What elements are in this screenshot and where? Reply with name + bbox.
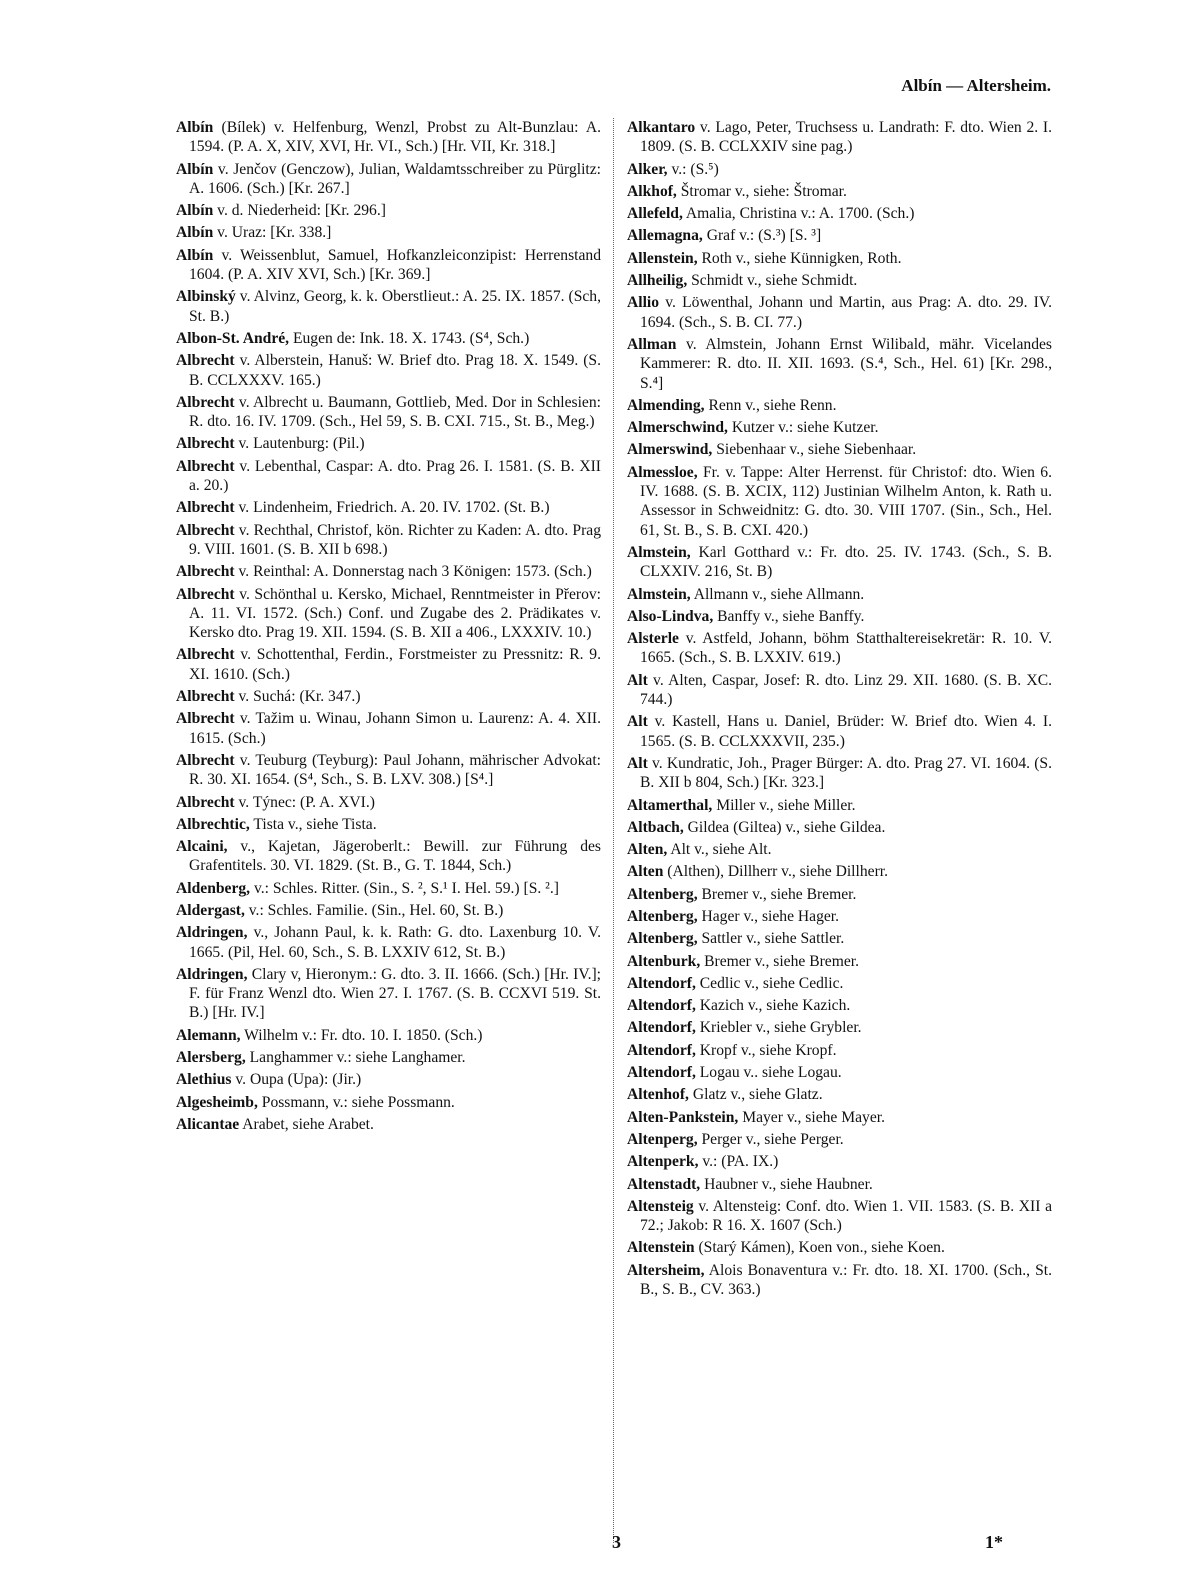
entry-headword: Almerswind, — [627, 441, 713, 459]
dictionary-entry — [176, 923, 601, 962]
entry-headword: Albrecht — [176, 585, 235, 603]
entry-headword: Altenberg, — [627, 930, 698, 948]
entry-text: Alt v., siehe Alt. — [667, 841, 772, 859]
dictionary-entry — [176, 879, 601, 898]
entry-text: Wilhelm v.: Fr. dto. 10. I. 1850. (Sch.) — [240, 1026, 483, 1044]
dictionary-entry — [176, 901, 601, 920]
entry-headword: Altenperk, — [627, 1153, 699, 1171]
dictionary-entry — [176, 457, 601, 496]
entry-headword: Aldringen, — [176, 965, 248, 983]
entry-headword: Altenburk, — [627, 952, 701, 970]
entry-headword: Allemagna, — [627, 227, 703, 245]
entry-headword: Albín — [176, 224, 214, 242]
dictionary-entry — [627, 840, 1052, 859]
entry-headword: Albrecht — [176, 793, 235, 811]
entry-headword: Altbach, — [627, 818, 684, 836]
dictionary-entry — [627, 671, 1052, 710]
entry-headword: Albrecht — [176, 646, 235, 664]
dictionary-entry — [627, 418, 1052, 437]
dictionary-entry — [627, 1108, 1052, 1127]
entry-headword: Albín — [176, 119, 214, 136]
dictionary-entry — [176, 1048, 601, 1067]
dictionary-entry — [627, 1152, 1052, 1171]
dictionary-entry — [176, 329, 601, 348]
entry-headword: Albon-St. André, — [176, 329, 290, 347]
entry-text: Miller v., siehe Miller. — [712, 796, 856, 814]
dictionary-entry — [627, 226, 1052, 245]
entry-headword: Albrecht — [176, 352, 235, 370]
dictionary-entry — [627, 907, 1052, 926]
entry-headword: Also-Lindva, — [627, 607, 714, 625]
entry-text: Štromar v., siehe: Štromar. — [676, 182, 847, 200]
entry-headword: Allefeld, — [627, 205, 683, 223]
dictionary-entry — [176, 1070, 601, 1089]
dictionary-entry — [627, 271, 1052, 290]
entry-text: Eugen de: Ink. 18. X. 1743. (S⁴, Sch.) — [289, 329, 530, 347]
entry-headword: Altensteig — [627, 1197, 694, 1215]
dictionary-entry — [176, 585, 601, 643]
entry-headword: Albrecht — [176, 393, 235, 411]
entry-text: v.: Schles. Familie. (Sin., Hel. 60, St. B.) — [244, 901, 504, 919]
entry-headword: Alt — [627, 754, 648, 772]
dictionary-entry — [176, 351, 601, 390]
dictionary-entry — [627, 754, 1052, 793]
entry-text: Kropf v., siehe Kropf. — [695, 1041, 837, 1059]
entry-text: v. Alvinz, Georg, k. k. Oberstlieut.: A. 25. IX. 1857. (Sch, St. B.) — [189, 288, 601, 325]
dictionary-entry — [627, 952, 1052, 971]
dictionary-entry — [627, 204, 1052, 223]
dictionary-entry — [627, 929, 1052, 948]
entry-text: Renn v., siehe Renn. — [704, 396, 837, 414]
entry-text: v. Oupa (Upa): (Jir.) — [231, 1071, 362, 1089]
entry-text: Alois Bonaventura v.: Fr. dto. 18. XI. 1700. (Sch., St. B., S. B., CV. 363.) — [640, 1261, 1052, 1299]
entry-headword: Alersberg, — [176, 1049, 246, 1067]
entry-text: v. Lautenburg: (Pil.) — [234, 435, 365, 453]
entry-text: Karl Gotthard v.: Fr. dto. 25. IV. 1743. (Sch., S. B. CLXXIV. 216, St. B) — [640, 543, 1052, 581]
entry-headword: Albrecht — [176, 499, 235, 517]
entry-headword: Alten — [627, 863, 664, 881]
left-column — [176, 118, 601, 1137]
entry-text: Glatz v., siehe Glatz. — [688, 1086, 823, 1104]
dictionary-entry — [176, 201, 601, 220]
dictionary-entry — [627, 249, 1052, 268]
entry-text: Allmann v., siehe Allmann. — [690, 585, 865, 603]
entry-text: Gildea (Giltea) v., siehe Gildea. — [683, 818, 886, 836]
entry-text: Perger v., siehe Perger. — [697, 1130, 844, 1148]
entry-headword: Alsterle — [627, 630, 679, 648]
dictionary-entry — [176, 521, 601, 560]
entry-text: Sattler v., siehe Sattler. — [697, 930, 845, 948]
entry-headword: Almerschwind, — [627, 419, 728, 437]
entry-headword: Alcaini, — [176, 838, 228, 856]
dictionary-entry — [627, 585, 1052, 604]
entry-text: v.: (PA. IX.) — [698, 1153, 779, 1171]
entry-headword: Allio — [627, 294, 660, 312]
entry-headword: Altenberg, — [627, 885, 698, 903]
entry-text: Roth v., siehe Künnigken, Roth. — [697, 249, 902, 267]
entry-text: v. Tažim u. Winau, Johann Simon u. Laurenz: A. 4. XII. 1615. (Sch.) — [189, 710, 601, 747]
dictionary-entry — [627, 1063, 1052, 1082]
entry-headword: Altamerthal, — [627, 796, 713, 814]
entry-headword: Altenberg, — [627, 907, 698, 925]
entry-text: (Starý Kámen), Koen von., siehe Koen. — [694, 1239, 945, 1257]
entry-text: Banffy v., siehe Banffy. — [713, 607, 865, 625]
entry-headword: Almstein, — [627, 585, 691, 603]
dictionary-entry — [176, 793, 601, 812]
dictionary-entry — [627, 160, 1052, 179]
dictionary-entry — [627, 1041, 1052, 1060]
dictionary-entry — [176, 434, 601, 453]
entry-headword: Albín — [176, 160, 214, 178]
entry-headword: Aldringen, — [176, 924, 248, 942]
entry-text: v. Löwenthal, Johann und Martin, aus Prag: A. dto. 29. IV. 1694. (Sch., S. B. CI. 77.) — [640, 294, 1052, 331]
entry-headword: Altenstadt, — [627, 1175, 701, 1193]
entry-headword: Albín — [176, 202, 214, 220]
dictionary-entry — [627, 543, 1052, 582]
entry-text: Hager v., siehe Hager. — [697, 907, 840, 925]
entry-headword: Albrecht — [176, 457, 235, 475]
dictionary-entry — [627, 1261, 1052, 1300]
entry-headword: Albrechtic, — [176, 815, 250, 833]
entry-text: v. Reinthal: A. Donnerstag nach 3 Königen: 1573. (Sch.) — [234, 563, 592, 581]
entry-text: Kutzer v.: siehe Kutzer. — [727, 419, 879, 437]
entry-text: v. Jenčov (Genczow), Julian, Waldamtsschreiber zu Pürglitz: A. 1606. (Sch.) [Kr. 267.] — [189, 160, 601, 197]
dictionary-entry — [176, 160, 601, 199]
entry-text: v. Kundratic, Joh., Prager Bürger: A. dto. Prag 27. VI. 1604. (S. B. XII b 804, Sch.) [Kr. 323.] — [640, 754, 1052, 792]
entry-text: v. Teuburg (Teyburg): Paul Johann, mährischer Advokat: R. 30. XI. 1654. (S⁴, Sch., S. B. LXV. 308.) [S⁴.] — [189, 751, 601, 789]
entry-headword: Altenstein — [627, 1239, 695, 1257]
entry-headword: Altenhof, — [627, 1086, 689, 1104]
dictionary-entry — [627, 712, 1052, 751]
entry-text: Logau v.. siehe Logau. — [695, 1064, 842, 1082]
entry-text: v.: (S.⁵) — [667, 160, 719, 178]
entry-headword: Albrecht — [176, 563, 235, 581]
dictionary-entry — [176, 498, 601, 517]
dictionary-entry — [176, 393, 601, 432]
dictionary-entry — [627, 629, 1052, 668]
entry-headword: Almessloe, — [627, 463, 698, 481]
entry-text: Siebenhaar v., siehe Siebenhaar. — [712, 441, 917, 459]
dictionary-entry — [176, 562, 601, 581]
entry-text: v. Albrecht u. Baumann, Gottlieb, Med. Dor in Schlesien: R. dto. 16. IV. 1709. (Sch., Hel 59, S. B. CXI. 715., St. B., Meg.) — [189, 393, 601, 431]
right-column — [627, 118, 1052, 1302]
entry-text: Bremer v., siehe Bremer. — [700, 952, 859, 970]
dictionary-entry — [627, 818, 1052, 837]
entry-headword: Albín — [176, 246, 214, 264]
dictionary-entry — [627, 1130, 1052, 1149]
entry-headword: Alker, — [627, 160, 668, 178]
dictionary-entry — [176, 709, 601, 748]
entry-headword: Albrecht — [176, 688, 235, 706]
dictionary-entry — [176, 118, 601, 157]
dictionary-entry — [627, 1085, 1052, 1104]
entry-headword: Alt — [627, 713, 648, 731]
entry-text: Kriebler v., siehe Grybler. — [695, 1019, 862, 1037]
column-divider — [613, 118, 614, 1543]
dictionary-entry — [176, 1115, 601, 1134]
dictionary-entry — [627, 996, 1052, 1015]
entry-text: v. Astfeld, Johann, böhm Statthaltereisekretär: R. 10. V. 1665. (Sch., S. B. LXXIV. 619.) — [640, 630, 1052, 667]
dictionary-entry — [176, 751, 601, 790]
entry-text: v. Almstein, Johann Ernst Wilibald, mähr. Vicelandes Kammerer: R. dto. II. XII. 1693. (S.⁴, Sch., Hel. 61) [Kr. 298., S.⁴] — [640, 335, 1052, 392]
entry-text: Amalia, Christina v.: A. 1700. (Sch.) — [682, 205, 915, 223]
entry-headword: Altersheim, — [627, 1261, 705, 1279]
dictionary-entry — [627, 1175, 1052, 1194]
entry-headword: Albrecht — [176, 521, 235, 539]
signature-mark: 1* — [985, 1532, 1003, 1552]
entry-text: v. d. Niederheid: [Kr. 296.] — [213, 202, 386, 220]
entry-text: v. Suchá: (Kr. 347.) — [234, 688, 361, 706]
entry-headword: Allman — [627, 335, 677, 353]
entry-headword: Alethius — [176, 1071, 232, 1089]
dictionary-entry — [176, 246, 601, 285]
entry-headword: Albrecht — [176, 710, 235, 728]
entry-text: Cedlic v., siehe Cedlic. — [695, 974, 844, 992]
dictionary-entry — [176, 1093, 601, 1112]
entry-text: v. Týnec: (P. A. XVI.) — [234, 793, 375, 811]
entry-text: Clary v, Hieronym.: G. dto. 3. II. 1666. (Sch.) [Hr. IV.]; F. für Franz Wenzl dto. Wien 27. I. 1767. (S. B. CCXVI 519. St. B.) [Hr. IV.] — [189, 965, 601, 1022]
dictionary-entry — [627, 463, 1052, 540]
entry-text: Fr. v. Tappe: Alter Herrenst. für Christof: dto. Wien 6. IV. 1688. (S. B. XCIX, 112) Justinian Wilhelm Anton, k. Rath u. Assessor in Schweidnitz: G. dto. 30. VIII 1707. (Sin., Sch., Hel. 61, St. B., S. B. CXI. 420.) — [640, 463, 1052, 539]
entry-text: Schmidt v., siehe Schmidt. — [687, 272, 858, 290]
entry-text: v. Alten, Caspar, Josef: R. dto. Linz 29. XII. 1680. (S. B. XC. 744.) — [640, 671, 1052, 709]
entry-text: Graf v.: (S.³) [S. ³] — [702, 227, 822, 245]
dictionary-entry — [627, 396, 1052, 415]
entry-text: Langhammer v.: siehe Langhamer. — [245, 1049, 466, 1067]
dictionary-entry — [627, 1238, 1052, 1257]
dictionary-entry — [176, 645, 601, 684]
dictionary-entry — [176, 223, 601, 242]
entry-headword: Alt — [627, 671, 648, 689]
entry-headword: Altenperg, — [627, 1130, 698, 1148]
entry-text: (Althen), Dillherr v., siehe Dillherr. — [663, 863, 888, 881]
entry-text: v. Rechthal, Christof, kön. Richter zu Kaden: A. dto. Prag 9. VIII. 1601. (S. B. XII b 698.) — [189, 521, 601, 558]
entry-headword: Albrecht — [176, 435, 235, 453]
entry-headword: Albrecht — [176, 751, 235, 769]
entry-text: v. Schottenthal, Ferdin., Forstmeister zu Pressnitz: R. 9. XI. 1610. (Sch.) — [189, 646, 601, 683]
dictionary-entry — [176, 815, 601, 834]
dictionary-entry — [627, 796, 1052, 815]
entry-headword: Altendorf, — [627, 997, 696, 1015]
entry-text: v., Johann Paul, k. k. Rath: G. dto. Laxenburg 10. V. 1665. (Pil, Hel. 60, Sch., S. B. LXXIV 612, St. B.) — [189, 924, 601, 961]
entry-text: v. Uraz: [Kr. 338.] — [213, 224, 332, 242]
page-number: 3 — [612, 1532, 621, 1552]
dictionary-entry — [176, 1026, 601, 1045]
entry-headword: Altendorf, — [627, 1041, 696, 1059]
dictionary-entry — [627, 335, 1052, 393]
entry-headword: Alkantaro — [627, 119, 696, 136]
dictionary-entry — [627, 974, 1052, 993]
entry-headword: Alemann, — [176, 1026, 241, 1044]
entry-text: v. Lago, Peter, Truchsess u. Landrath: F. dto. Wien 2. I. 1809. (S. B. CCLXXIV sine pag.) — [640, 119, 1052, 156]
dictionary-entry — [627, 1018, 1052, 1037]
entry-text: v.: Schles. Ritter. (Sin., S. ², S.¹ I. Hel. 59.) [S. ².] — [250, 879, 559, 897]
entry-headword: Algesheimb, — [176, 1093, 258, 1111]
entry-headword: Almending, — [627, 396, 705, 414]
dictionary-entry — [627, 440, 1052, 459]
entry-headword: Altendorf, — [627, 1064, 696, 1082]
entry-headword: Alkhof, — [627, 182, 677, 200]
dictionary-entry — [627, 182, 1052, 201]
entry-text: (Bílek) v. Helfenburg, Wenzl, Probst zu Alt-Bunzlau: A. 1594. (P. A. X, XIV, XVI, Hr. VI., Sch.) [Hr. VII, Kr. 318.] — [189, 119, 601, 156]
entry-text: Possmann, v.: siehe Possmann. — [257, 1093, 455, 1111]
entry-headword: Allheilig, — [627, 272, 688, 290]
entry-headword: Aldergast, — [176, 901, 245, 919]
dictionary-entry — [176, 687, 601, 706]
entry-text: v. Lebenthal, Caspar: A. dto. Prag 26. I. 1581. (S. B. XII a. 20.) — [189, 457, 601, 495]
entry-headword: Aldenberg, — [176, 879, 251, 897]
entry-text: Bremer v., siehe Bremer. — [697, 885, 857, 903]
entry-headword: Altendorf, — [627, 974, 696, 992]
entry-text: Haubner v., siehe Haubner. — [700, 1175, 873, 1193]
dictionary-entry — [176, 287, 601, 326]
dictionary-entry — [627, 607, 1052, 626]
entry-headword: Alten, — [627, 841, 668, 859]
entry-headword: Allenstein, — [627, 249, 698, 267]
entry-headword: Almstein, — [627, 543, 691, 561]
entry-headword: Altendorf, — [627, 1019, 696, 1037]
entry-text: Kazich v., siehe Kazich. — [695, 997, 851, 1015]
dictionary-entry — [176, 837, 601, 876]
entry-text: Arabet, siehe Arabet. — [239, 1115, 374, 1133]
entry-text: Mayer v., siehe Mayer. — [738, 1108, 885, 1126]
dictionary-entry — [627, 1197, 1052, 1236]
dictionary-entry — [627, 862, 1052, 881]
dictionary-entry — [627, 885, 1052, 904]
dictionary-entry — [627, 118, 1052, 157]
entry-headword: Albinský — [176, 288, 236, 306]
entry-text: Tista v., siehe Tista. — [249, 815, 377, 833]
entry-text: v. Schönthal u. Kersko, Michael, Renntmeister in Přerov: A. 11. VI. 1572. (Sch.) Conf. und Zugabe des 2. Prädikates v. Kersko dto. Prag 19. XII. 1594. (S. B. XII a 406., LXXXIV. 10.) — [189, 585, 601, 642]
running-head: Albín — Altersheim. — [901, 76, 1051, 95]
dictionary-entry — [627, 293, 1052, 332]
entry-text: v. Weissenblut, Samuel, Hofkanzleiconzipist: Herrenstand 1604. (P. A. XIV XVI, Sch.) [Kr. 369.] — [189, 246, 601, 284]
dictionary-entry — [176, 965, 601, 1023]
entry-headword: Alten-Pankstein, — [627, 1108, 739, 1126]
entry-text: v. Altensteig: Conf. dto. Wien 1. VII. 1583. (S. B. XII a 72.; Jakob: R 16. X. 1607 (Sch.) — [640, 1197, 1052, 1235]
entry-text: v., Kajetan, Jägeroberlt.: Bewill. zur Führung des Grafentitels. 30. VI. 1829. (St. B., G. T. 1844, Sch.) — [189, 838, 601, 875]
entry-headword: Alicantae — [176, 1115, 240, 1133]
entry-text: v. Lindenheim, Friedrich. A. 20. IV. 1702. (St. B.) — [234, 499, 550, 517]
entry-text: v. Kastell, Hans u. Daniel, Brüder: W. Brief dto. Wien 4. I. 1565. (S. B. CCLXXXVII, 235.) — [640, 713, 1052, 750]
entry-text: v. Alberstein, Hanuš: W. Brief dto. Prag 18. X. 1549. (S. B. CCLXXXV. 165.) — [189, 352, 601, 389]
